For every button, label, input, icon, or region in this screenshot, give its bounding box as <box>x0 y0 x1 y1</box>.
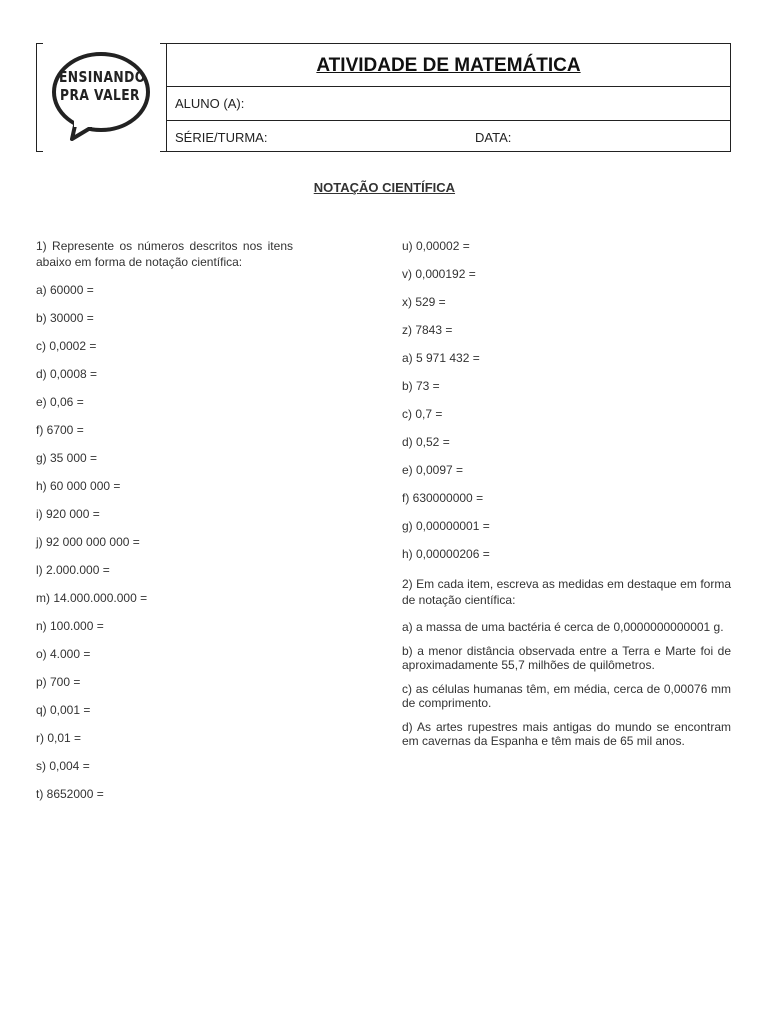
measurement-item: c) as células humanas têm, em média, cerca de 0,00076 mm de comprimento. <box>402 682 731 710</box>
worksheet-header <box>36 43 731 152</box>
date-field-label[interactable]: DATA: <box>475 130 512 145</box>
exercise-item: e) 0,0097 = <box>402 463 464 477</box>
header-table <box>166 43 731 152</box>
exercise-item: s) 0,004 = <box>36 759 90 773</box>
exercise-item: j) 92 000 000 000 = <box>36 535 140 549</box>
question-1-prompt: 1) Represente os números descritos nos itens abaixo em forma de notação científica: <box>36 239 293 269</box>
exercise-item: o) 4.000 = <box>36 647 91 661</box>
exercise-item: b) 73 = <box>402 379 440 393</box>
exercise-item: c) 0,0002 = <box>36 339 97 353</box>
student-name-field[interactable] <box>167 87 730 121</box>
exercise-item: a) 5 971 432 = <box>402 351 480 365</box>
exercise-item: f) 630000000 = <box>402 491 484 505</box>
exercise-item: t) 8652000 = <box>36 787 104 801</box>
exercise-item: h) 0,00000206 = <box>402 547 490 561</box>
exercise-item: g) 0,00000001 = <box>402 519 490 533</box>
question-2-items <box>402 620 731 748</box>
exercise-item: d) 0,52 = <box>402 435 450 449</box>
student-name-label: ALUNO (A): <box>175 96 245 111</box>
logo-line-1: ENSINANDO <box>59 68 146 86</box>
exercise-item: c) 0,7 = <box>402 407 443 421</box>
exercise-item: l) 2.000.000 = <box>36 563 110 577</box>
measurement-item: b) a menor distância observada entre a Terra e Marte foi de aproximadamente 55,7 milhões de quilômetros. <box>402 644 731 672</box>
exercise-item: v) 0,000192 = <box>402 267 476 281</box>
exercise-item: u) 0,00002 = <box>402 239 470 253</box>
exercise-item: f) 6700 = <box>36 423 84 437</box>
exercise-item: q) 0,001 = <box>36 703 91 717</box>
exercise-item: b) 30000 = <box>36 311 94 325</box>
measurement-item: d) As artes rupestres mais antigas do mundo se encontram em cavernas da Espanha e têm mais de 65 mil anos. <box>402 720 731 748</box>
exercise-item: x) 529 = <box>402 295 446 309</box>
question-1-items-right <box>402 238 731 574</box>
exercise-item: h) 60 000 000 = <box>36 479 121 493</box>
exercise-item: i) 920 000 = <box>36 507 100 521</box>
exercise-item: r) 0,01 = <box>36 731 82 745</box>
exercise-item: p) 700 = <box>36 675 81 689</box>
exercise-item: z) 7843 = <box>402 323 453 337</box>
exercise-item: g) 35 000 = <box>36 451 98 465</box>
worksheet-title: ATIVIDADE DE MATEMÁTICA <box>167 44 730 87</box>
question-2-prompt: 2) Em cada item, escreva as medidas em destaque em forma de notação científica: <box>402 577 731 607</box>
class-field-label[interactable]: SÉRIE/TURMA: <box>175 130 268 145</box>
measurement-item: a) a massa de uma bactéria é cerca de 0,0000000000001 g. <box>402 620 724 634</box>
left-column <box>36 238 293 814</box>
question-1-items-left <box>36 282 293 814</box>
exercise-item: a) 60000 = <box>36 283 94 297</box>
logo-text <box>59 68 146 104</box>
exercise-item: m) 14.000.000.000 = <box>36 591 148 605</box>
right-column <box>402 238 731 758</box>
logo-line-2: PRA VALER <box>60 86 140 104</box>
exercise-item: d) 0,0008 = <box>36 367 98 381</box>
exercise-item: n) 100.000 = <box>36 619 104 633</box>
class-date-row <box>167 121 730 154</box>
section-title: NOTAÇÃO CIENTÍFICA <box>313 180 456 195</box>
exercise-item: e) 0,06 = <box>36 395 84 409</box>
